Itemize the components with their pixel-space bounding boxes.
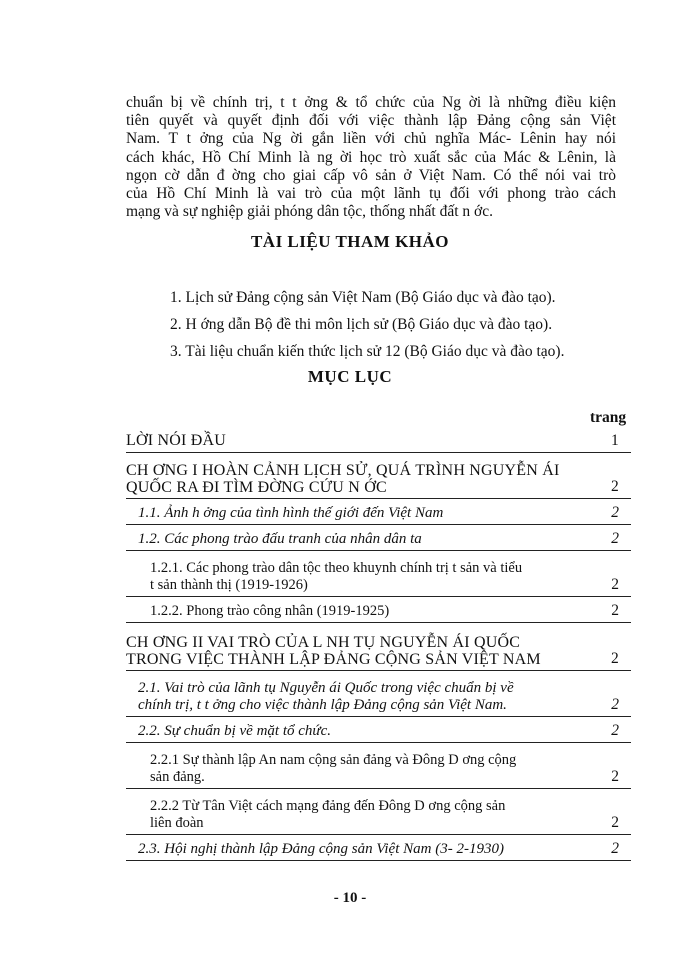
references-heading: TÀI LIỆU THAM KHẢO (250, 232, 450, 251)
toc-entry-title: 2.2.1 Sự thành lập An nam cộng sản đảng và Đông D ơng cộng (150, 752, 517, 768)
toc-entry-page: 2 (611, 504, 619, 521)
toc-entry[interactable] (126, 525, 631, 551)
toc-entry-title: t sản thành thị (1919-1926) (150, 577, 308, 593)
toc-entry[interactable] (126, 743, 631, 789)
toc-entry-page: 1 (611, 432, 619, 449)
toc-entry[interactable] (126, 717, 631, 743)
toc-entry-page: 2 (611, 602, 619, 619)
intro-line: Nam. T t ởng của Ng ời gắn liền với chủ nghĩa Mác- Lênin hay nói (126, 130, 616, 148)
page-number: - 10 - (333, 890, 367, 906)
toc-entry[interactable] (126, 671, 631, 717)
toc-heading: MỤC LỤC (307, 367, 393, 386)
toc-entry-title: 1.1. Ảnh h ởng của tình hình thế giới đến Việt Nam (138, 505, 444, 521)
toc-entry-page: 2 (611, 650, 619, 667)
table-of-contents (126, 428, 631, 861)
intro-line: chuẩn bị về chính trị, t t ởng & tổ chức của Ng ời là những điều kiện (126, 94, 616, 111)
intro-line: ngọn cờ dẫn đ ờng cho giai cấp vô sản ở Việt Nam. Có thể nói vai trò (126, 166, 616, 184)
toc-entry-title: 2.2. Sự chuẩn bị về mặt tổ chức. (138, 723, 331, 739)
intro-line: của Hồ Chí Minh là vai trò của một lãnh tụ đối với phong trào cách (126, 185, 616, 203)
toc-entry[interactable] (126, 789, 631, 835)
toc-entry-page: 2 (611, 722, 619, 739)
toc-entry-title: 1.2.1. Các phong trào dân tộc theo khuynh chính trị t sản và tiểu (150, 560, 523, 576)
reference-item: 3. Tài liệu chuẩn kiến thức lịch sử 12 (Bộ Giáo dục và đào tạo). (170, 343, 565, 360)
toc-entry-page: 2 (611, 840, 619, 857)
references-list (170, 289, 564, 370)
toc-entry-title: CH ƠNG I HOÀN CẢNH LỊCH SỬ, QUÁ TRÌNH NGUYỄN ÁI (126, 462, 560, 479)
page-column-label: trang (590, 409, 627, 426)
toc-entry-page: 2 (611, 530, 619, 547)
toc-entry[interactable] (126, 623, 631, 671)
toc-entry[interactable] (126, 835, 631, 861)
toc-entry-page: 2 (611, 478, 619, 495)
toc-entry-title: QUỐC RA ĐI TÌM ĐỜNG CỨU N ỚC (126, 479, 387, 496)
toc-entry-page: 2 (611, 768, 619, 785)
intro-paragraph (126, 94, 616, 221)
toc-entry-title: chính trị, t t ởng cho việc thành lập Đảng cộng sản Việt Nam. (138, 697, 507, 713)
toc-entry-page: 2 (611, 576, 619, 593)
toc-entry-title: 2.1. Vai trò của lãnh tụ Nguyễn ái Quốc trong việc chuẩn bị về (138, 680, 514, 696)
toc-entry[interactable] (126, 597, 631, 623)
toc-entry[interactable] (126, 428, 631, 453)
toc-entry-page: 2 (611, 696, 619, 713)
toc-entry-title: TRONG VIỆC THÀNH LẬP ĐẢNG CỘNG SẢN VIỆT NAM (126, 651, 541, 668)
intro-line: mạng và sự nghiệp giải phóng dân tộc, thống nhất đất n ớc. (126, 203, 493, 221)
intro-line: cách khác, Hồ Chí Minh là ng ời học trò xuất sắc của Mác & Lênin, là (126, 148, 616, 166)
toc-entry-title: 2.3. Hội nghị thành lập Đảng cộng sản Việt Nam (3- 2-1930) (138, 841, 504, 857)
reference-item: 1. Lịch sử Đảng cộng sản Việt Nam (Bộ Giáo dục và đào tạo). (170, 289, 556, 306)
toc-entry-title: 1.2.2. Phong trào công nhân (1919-1925) (150, 603, 390, 619)
toc-entry-title: liên đoàn (150, 815, 204, 831)
toc-entry-title: 1.2. Các phong trào đấu tranh của nhân dân ta (138, 531, 422, 547)
intro-line: tiên quyết và quyết định đối với việc thành lập Đảng cộng sản Việt (126, 112, 616, 130)
toc-entry[interactable] (126, 499, 631, 525)
toc-entry[interactable] (126, 453, 631, 499)
toc-entry-title: LỜI NÓI ĐẦU (126, 432, 226, 449)
reference-item: 2. H ớng dẫn Bộ đề thi môn lịch sử (Bộ Giáo dục và đào tạo). (170, 316, 553, 333)
toc-entry-page: 2 (611, 814, 619, 831)
toc-entry-title: 2.2.2 Từ Tân Việt cách mạng đảng đến Đông D ơng cộng sản (150, 798, 506, 814)
toc-entry-title: CH ƠNG II VAI TRÒ CỦA L NH TỤ NGUYỄN ÁI QUỐC (126, 634, 521, 651)
toc-entry-title: sản đảng. (150, 769, 205, 785)
toc-entry[interactable] (126, 551, 631, 597)
